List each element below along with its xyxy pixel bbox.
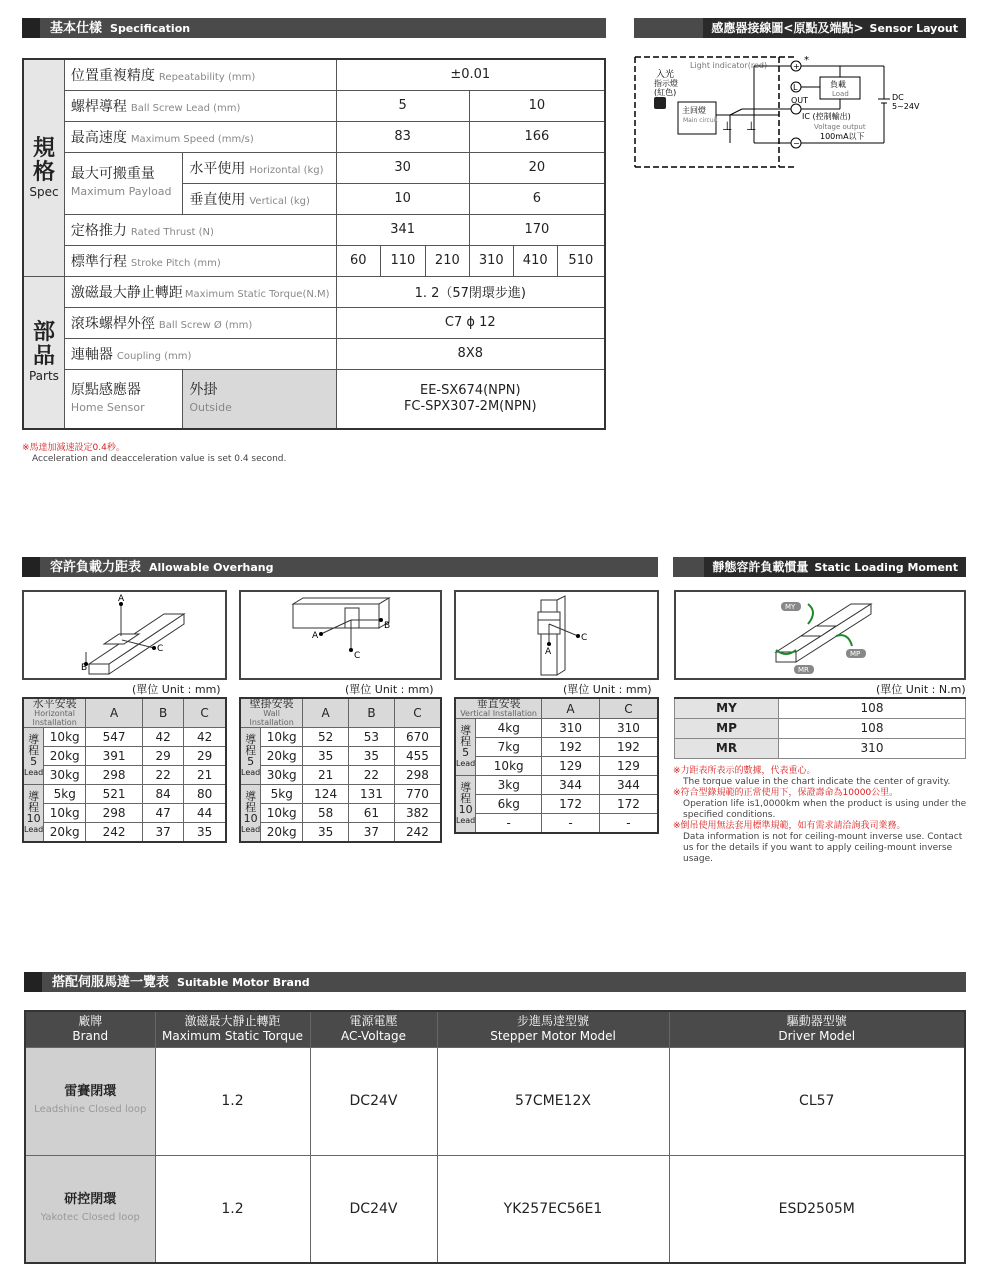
lead-10-label: 導程 10 Lead	[240, 785, 261, 842]
note-2-en: Operation life is1,0000km when the product is using under the specified conditions.	[683, 799, 967, 820]
driver-model-cell: ESD2505M	[669, 1155, 965, 1263]
load-cell: 6kg	[476, 795, 542, 814]
mr-badge: MR	[798, 666, 809, 674]
value-cell: 47	[142, 804, 183, 823]
value-cell: 37	[349, 823, 395, 842]
load-cell: 10kg	[476, 757, 542, 776]
horizontal-title: 水平安裝 Horizontal Installation	[23, 698, 86, 728]
moment-table	[674, 697, 966, 759]
stroke-value: 510	[557, 245, 605, 276]
l-terminal: L	[793, 83, 798, 92]
moment-value: 108	[779, 698, 966, 718]
indicator-label: Light indicator(red)	[690, 61, 768, 70]
value-cell: -	[599, 814, 658, 833]
moment-key: MY	[675, 698, 779, 718]
unit-moment: (單位 Unit : N.m)	[876, 683, 966, 696]
lead-value-1: 5	[336, 90, 469, 121]
brand-cell: 研控閉環 Yakotec Closed loop	[25, 1155, 155, 1263]
value-cell: 131	[349, 785, 395, 804]
horizontal-table	[22, 697, 227, 843]
horizontal-value-1: 30	[336, 152, 469, 183]
col-b: B	[142, 698, 183, 728]
note-3-zh: ※倒吊使用無法套用標準規範，如有需求請洽詢我司業務。	[673, 821, 906, 831]
col-c: C	[394, 698, 441, 728]
col-torque: 激磁最大靜止轉距 Maximum Static Torque	[155, 1011, 310, 1047]
screw-label: 滾珠螺桿外徑 Ball Screw Ø (mm)	[64, 307, 336, 338]
value-cell: 37	[142, 823, 183, 842]
moment-header: 靜態容許負載慣量 Static Loading Moment	[673, 557, 966, 577]
col-a: A	[303, 698, 349, 728]
lead-10-label: 導程 10 Lead	[23, 785, 44, 842]
value-cell: 53	[349, 728, 395, 747]
payload-label: 最大可搬重量 Maximum Payload	[64, 152, 182, 214]
value-cell: 80	[184, 785, 226, 804]
sensor-header: 感應器接線圖<原點及端點> Sensor Layout	[634, 18, 966, 38]
driver-model-cell: CL57	[669, 1047, 965, 1155]
home-sensor-label: 原點感應器 Home Sensor	[64, 369, 182, 429]
value-cell: 21	[184, 766, 226, 785]
load-cell: 10kg	[261, 804, 303, 823]
label-a: A	[118, 594, 125, 604]
value-cell: 298	[86, 804, 143, 823]
vertical-value-2: 6	[469, 183, 605, 214]
sensor-diagram	[634, 55, 944, 170]
led-icon	[654, 97, 666, 109]
out-label: OUT	[791, 96, 809, 105]
vertical-diagram	[454, 590, 659, 680]
value-cell: 310	[542, 719, 600, 738]
value-cell: 42	[184, 728, 226, 747]
lead-label: 螺桿導程 Ball Screw Lead (mm)	[64, 90, 336, 121]
thrust-value-1: 341	[336, 214, 469, 245]
speed-label: 最高速度 Maximum Speed (mm/s)	[64, 121, 336, 152]
col-c: C	[184, 698, 226, 728]
plus-terminal: +	[793, 62, 800, 71]
thrust-value-2: 170	[469, 214, 605, 245]
value-cell: -	[542, 814, 600, 833]
load-cell: 5kg	[44, 785, 86, 804]
speed-value-2: 166	[469, 121, 605, 152]
spec-table	[22, 58, 606, 430]
col-driver-model: 驅動器型號 Driver Model	[669, 1011, 965, 1047]
screw-value: C7 ϕ 12	[336, 307, 605, 338]
moment-value: 108	[779, 718, 966, 738]
outside-label: 外掛 Outside	[183, 369, 336, 429]
my-badge: MY	[785, 603, 796, 611]
value-cell: 172	[542, 795, 600, 814]
value-cell: 21	[303, 766, 349, 785]
main-circuit-en: Main circuit	[683, 117, 718, 124]
label-c: C	[157, 644, 164, 654]
unit-horizontal: (單位 Unit : mm)	[132, 683, 221, 696]
load-cell: 10kg	[261, 728, 303, 747]
torque-cell: 1.2	[155, 1047, 310, 1155]
red-label: (紅色)	[654, 88, 677, 97]
value-cell: 310	[599, 719, 658, 738]
brand-cell: 雷賽閉環 Leadshine Closed loop	[25, 1047, 155, 1155]
coupling-label: 連軸器 Coupling (mm)	[64, 338, 336, 369]
moment-key: MR	[675, 738, 779, 758]
unit-vertical: (單位 Unit : mm)	[563, 683, 652, 696]
label-c: C	[581, 633, 588, 643]
value-cell: 298	[86, 766, 143, 785]
horizontal-diagram	[22, 590, 227, 680]
torque-cell: 1.2	[155, 1155, 310, 1263]
value-cell: 382	[394, 804, 441, 823]
speed-value-1: 83	[336, 121, 469, 152]
value-cell: 35	[303, 747, 349, 766]
light-label: 入光	[656, 70, 675, 80]
load-en: Load	[832, 90, 849, 98]
horizontal-label: 水平使用 Horizontal (kg)	[183, 152, 336, 183]
value-cell: 770	[394, 785, 441, 804]
table-row	[25, 1155, 965, 1263]
wall-title: 壁掛安裝 Wall Installation	[240, 698, 303, 728]
voltage-cell: DC24V	[310, 1155, 437, 1263]
repeatability-label: 位置重複精度 Repeatability (mm)	[64, 59, 336, 90]
spec-side-label: 規格 Spec	[23, 59, 64, 276]
value-cell: 298	[394, 766, 441, 785]
load-cell: 20kg	[44, 747, 86, 766]
load-cell: 20kg	[261, 747, 303, 766]
value-cell: 192	[542, 738, 600, 757]
stroke-label: 標準行程 Stroke Pitch (mm)	[64, 245, 336, 276]
stroke-value: 110	[380, 245, 425, 276]
coupling-value: 8X8	[336, 338, 605, 369]
col-c: C	[599, 698, 658, 719]
minus-terminal: −	[793, 139, 800, 148]
value-cell: 29	[184, 747, 226, 766]
led-label: 指示燈	[654, 79, 678, 88]
value-cell: 129	[599, 757, 658, 776]
lead-5-label: 導程 5 Lead	[23, 728, 44, 785]
label-a: A	[312, 631, 319, 641]
spec-note-zh: ※馬達加減速設定0.4秒。	[22, 443, 125, 453]
table-row	[25, 1047, 965, 1155]
load-cell: 7kg	[476, 738, 542, 757]
lead-5-label: 導程 5 Lead	[455, 719, 476, 776]
load-cell: 3kg	[476, 776, 542, 795]
unit-wall: (單位 Unit : mm)	[345, 683, 434, 696]
load-label: 負載	[830, 80, 846, 89]
wall-diagram	[239, 590, 442, 680]
value-cell: 22	[142, 766, 183, 785]
load-cell: 30kg	[261, 766, 303, 785]
value-cell: 35	[184, 823, 226, 842]
value-cell: 192	[599, 738, 658, 757]
value-cell: 172	[599, 795, 658, 814]
lead-10-label: 導程 10 Lead	[455, 776, 476, 833]
label-b: B	[81, 663, 88, 673]
voltage-label: 5~24V	[892, 102, 920, 111]
load-cell: 20kg	[44, 823, 86, 842]
value-cell: 242	[86, 823, 143, 842]
value-cell: 547	[86, 728, 143, 747]
load-cell: 4kg	[476, 719, 542, 738]
stroke-value: 410	[513, 245, 557, 276]
note-1-zh: ※力距表所表示的數據，代表重心。	[673, 766, 816, 776]
load-cell: 20kg	[261, 823, 303, 842]
terminal-marker: *	[804, 55, 809, 66]
value-cell: 124	[303, 785, 349, 804]
value-cell: 391	[86, 747, 143, 766]
value-cell: 521	[86, 785, 143, 804]
wall-table	[239, 697, 442, 843]
value-cell: 455	[394, 747, 441, 766]
dc-label: DC	[892, 93, 904, 102]
parts-side-label: 部品 Parts	[23, 276, 64, 429]
diode-icon: ⊥	[746, 119, 757, 133]
stroke-value: 60	[336, 245, 380, 276]
spec-header: 基本仕樣 Specification	[22, 18, 606, 38]
value-cell: 242	[394, 823, 441, 842]
torque-value: 1. 2（57閉環步進)	[336, 276, 605, 307]
col-a: A	[542, 698, 600, 719]
value-cell: 22	[349, 766, 395, 785]
ic-label: IC (控制輸出)	[802, 112, 851, 121]
vertical-title: 垂直安裝 Vertical Installation	[455, 698, 542, 719]
vertical-value-1: 10	[336, 183, 469, 214]
load-cell: 30kg	[44, 766, 86, 785]
value-cell: 42	[142, 728, 183, 747]
value-cell: 58	[303, 804, 349, 823]
mp-badge: MP	[850, 650, 861, 658]
value-cell: 61	[349, 804, 395, 823]
home-sensor-value: EE-SX674(NPN) FC-SPX307-2M(NPN)	[336, 369, 605, 429]
load-cell: -	[476, 814, 542, 833]
value-cell: 670	[394, 728, 441, 747]
col-b: B	[349, 698, 395, 728]
label-c: C	[354, 651, 361, 661]
label-b: B	[384, 621, 391, 631]
value-cell: 29	[142, 747, 183, 766]
value-cell: 84	[142, 785, 183, 804]
vertical-table	[454, 697, 659, 834]
value-cell: 344	[599, 776, 658, 795]
transistor-icon: ⊥	[722, 119, 733, 133]
value-cell: 35	[303, 823, 349, 842]
label-a: A	[545, 647, 552, 657]
motor-model-cell: YK257EC56E1	[437, 1155, 669, 1263]
moment-value: 310	[779, 738, 966, 758]
value-cell: 35	[349, 747, 395, 766]
main-circuit-label: 主回燈	[682, 106, 706, 115]
moment-diagram	[674, 590, 966, 680]
lead-value-2: 10	[469, 90, 605, 121]
lead-5-label: 導程 5 Lead	[240, 728, 261, 785]
current-label: 100mA以下	[820, 132, 865, 141]
voltage-output-label: Voltage output	[814, 123, 866, 131]
voltage-cell: DC24V	[310, 1047, 437, 1155]
spec-note-en: Acceleration and deacceleration value is set 0.4 second.	[32, 454, 287, 464]
moment-notes	[673, 766, 973, 865]
horizontal-value-2: 20	[469, 152, 605, 183]
motor-table	[24, 1010, 966, 1264]
col-brand: 廠牌 Brand	[25, 1011, 155, 1047]
note-2-zh: ※符合型錄規範的正常使用下，保證壽命為10000公里。	[673, 788, 899, 798]
overhang-header: 容許負載力距表 Allowable Overhang	[22, 557, 658, 577]
col-motor-model: 步進馬達型號 Stepper Motor Model	[437, 1011, 669, 1047]
value-cell: 344	[542, 776, 600, 795]
value-cell: 52	[303, 728, 349, 747]
motor-header: 搭配伺服馬達一覽表 Suitable Motor Brand	[24, 972, 966, 992]
stroke-value: 310	[469, 245, 513, 276]
repeatability-value: ±0.01	[336, 59, 605, 90]
load-cell: 5kg	[261, 785, 303, 804]
col-voltage: 電源電壓 AC-Voltage	[310, 1011, 437, 1047]
note-1-en: The torque value in the chart indicate the center of gravity.	[683, 777, 951, 787]
vertical-label: 垂直使用 Vertical (kg)	[183, 183, 336, 214]
thrust-label: 定格推力 Rated Thrust (N)	[64, 214, 336, 245]
torque-label: 激磁最大静止轉距 Maximum Static Torque(N.M)	[64, 276, 336, 307]
col-a: A	[86, 698, 143, 728]
load-cell: 10kg	[44, 804, 86, 823]
load-cell: 10kg	[44, 728, 86, 747]
motor-model-cell: 57CME12X	[437, 1047, 669, 1155]
note-3-en: Data information is not for ceiling-mount inverse use. Contact us for the details if you want to apply ceiling-mount inverse usage.	[683, 832, 963, 864]
value-cell: 129	[542, 757, 600, 776]
moment-key: MP	[675, 718, 779, 738]
stroke-value: 210	[425, 245, 469, 276]
value-cell: 44	[184, 804, 226, 823]
